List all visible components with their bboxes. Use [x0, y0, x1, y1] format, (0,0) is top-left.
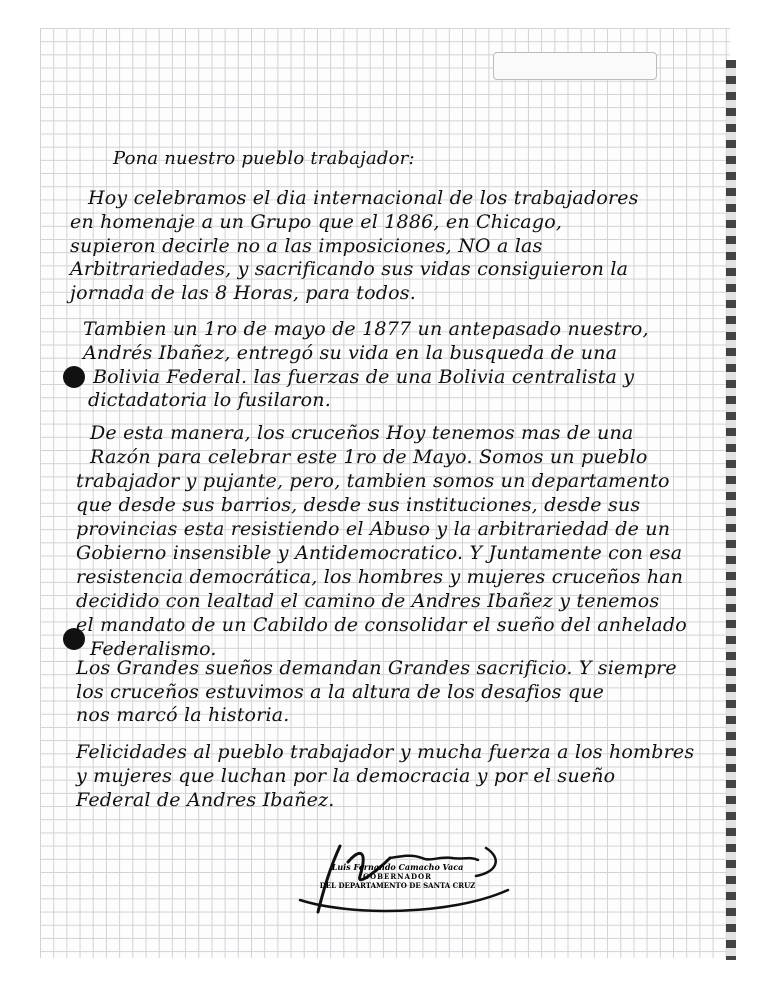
date-box [493, 52, 657, 80]
letter-line: los cruceños estuvimos a la altura de los desafios que [76, 681, 605, 703]
letter-line: Razón para celebrar este 1ro de Mayo. Somos un pueblo [90, 446, 648, 468]
letter-line: De esta manera, los cruceños Hoy tenemos mas de una [90, 422, 634, 444]
letter-line: Los Grandes sueños demandan Grandes sacrificio. Y siempre [76, 657, 677, 679]
letter-line: Federalismo. [90, 638, 217, 660]
spiral-binding [726, 60, 736, 960]
stamp-department: DEL DEPARTAMENTO DE SANTA CRUZ [319, 881, 476, 890]
letter-line: dictadatoria lo fusilaron. [88, 389, 331, 411]
letter-line: Felicidades al pueblo trabajador y mucha fuerza a los hombres [76, 741, 695, 763]
letter-line: Andrés Ibañez, entregó su vida en la busqueda de una [83, 342, 618, 364]
letter-line: nos marcó la historia. [76, 704, 290, 726]
letter-line: Tambien un 1ro de mayo de 1877 un antepasado nuestro, [83, 318, 649, 340]
stamp-name: Luis Fernando Camacho Vaca [331, 862, 464, 872]
letter-line: Federal de Andres Ibañez. [76, 789, 335, 811]
letter-line: en homenaje a un Grupo que el 1886, en Chicago, [70, 211, 563, 233]
letter-line: Bolivia Federal. las fuerzas de una Bolivia centralista y [93, 366, 635, 388]
letter-line: trabajador y pujante, pero, tambien somos un departamento [76, 470, 670, 492]
letter-line: provincias esta resistiendo el Abuso y la arbitrariedad de un [76, 518, 671, 540]
letter-line: resistencia democrática, los hombres y mujeres cruceños han [76, 566, 684, 588]
letter-line: y mujeres que luchan por la democracia y por el sueño [76, 765, 616, 787]
letter-line: decidido con lealtad el camino de Andres Ibañez y tenemos [76, 590, 660, 612]
letter-line: que desde sus barrios, desde sus instituciones, desde sus [76, 494, 641, 516]
punch-hole [63, 366, 85, 388]
letter-line: Hoy celebramos el dia internacional de los trabajadores [88, 187, 639, 209]
letter-line: supieron decirle no a las imposiciones, NO a las [70, 235, 543, 257]
official-stamp [285, 848, 510, 912]
letter-line: Arbitrariedades, y sacrificando sus vidas consiguieron la [70, 258, 629, 280]
letter-line: el mandato de un Cabildo de consolidar el sueño del anhelado [76, 614, 687, 636]
letter-line: jornada de las 8 Horas, para todos. [70, 282, 416, 304]
stamp-role: GOBERNADOR [363, 872, 432, 881]
letter-line: Gobierno insensible y Antidemocratico. Y Juntamente con esa [76, 542, 683, 564]
letter-salutation: Pona nuestro pueblo trabajador: [113, 148, 415, 169]
